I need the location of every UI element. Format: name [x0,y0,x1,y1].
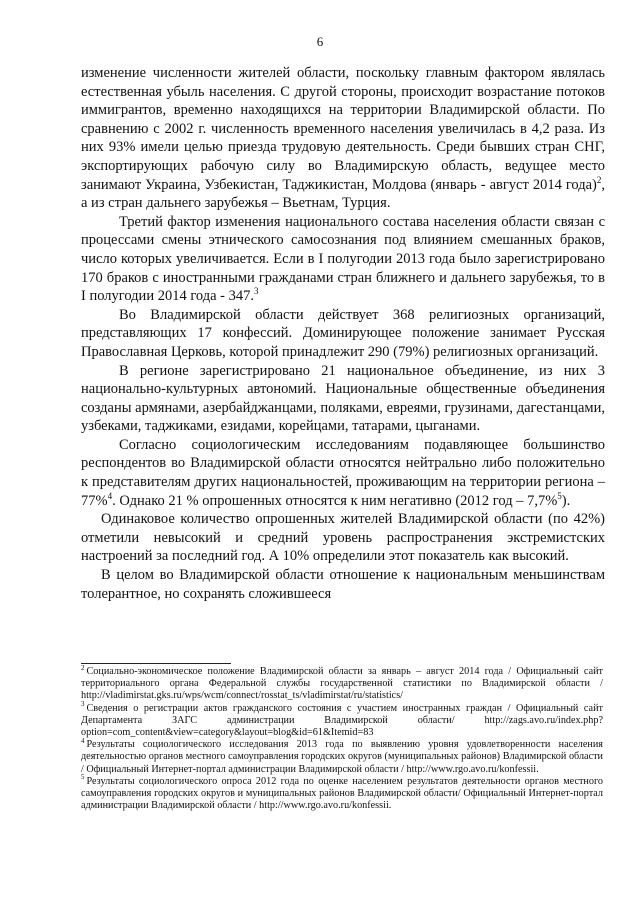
footnote-3 [81,700,603,740]
footnote-5 [81,773,603,813]
footnote-ref-2[interactable]: 2 [596,174,602,185]
footnote-text: Результаты социологического исследования 2013 года по выявлению уровня удовлетворенности населения деятельностью органов местного самоуправления городских округов (муниципальных районов) Владимирской области / Официальный Интернет-портал администрации Владимирской области / http://www.rgo.avo.ru/konfessii. [81,739,603,775]
footnote-text: Сведения о регистрации актов гражданского состояния с участием иностранных граждан / Официальный сайт Департамента ЗАГС администрации Владимирской области/ http://zags.avo.ru/index.php?option=com_content&view=category&layout=blog&id=61&Itemid=83 [81,702,603,739]
footnote-mark: 3 [81,700,85,709]
paragraph-1: изменение численности жителей области, поскольку главным фактором являлась естественная убыль населения. С другой стороны, происходит возрастание потоков иммигрантов, временно находящихся на территории Владимирской области. По сравнению с 2002 г. численность временного населения увеличилась в 4,2 раза. Из них 93% имели целью приезда трудовую деятельность. Среди бывших стран СНГ, экспортирующих рабочую силу во Владимирскую область, ведущее место занимают Украина, Узбекистан, Таджикистан, Молдова (январь - август 2014 года)$^2$, а из стран дальнего зарубежья – Вьетнам, Турция. [81,65,605,212]
footnote-ref-4[interactable]: 4 [107,490,113,501]
footnote-2 [81,663,603,703]
footnotes [81,663,603,812]
paragraph-4: В регионе зарегистрировано 21 национальное объединение, из них 3 национально-культурных автономий. Национальные общественные объединения созданы армянами, азербайджанцами, поляками, евреями, грузинами, дагестанцами, узбеками, таджиками, езидами, корейцами, татарами, цыганами. [81,362,605,435]
paragraph-2: Третий фактор изменения национального состава населения области связан с процессами смены этнического самосознания под влиянием смешанных браков, число которых увеличивается. Если в I полугодии 2013 года было зарегистрировано 170 браков с иностранными гражданами стран ближнего и дальнего зарубежья, то в I полугодии 2014 года - 347.$^3$ [81,213,605,305]
footnote-mark: 5 [81,773,85,782]
footnote-ref-3[interactable]: 3 [254,286,259,297]
footnote-ref-5[interactable]: 5 [557,490,562,501]
paragraph-5: Согласно социологическим исследованиям подавляющее большинство респондентов во Владимирской области относятся нейтрально либо положительно к представителям других национальностей, проживающим на территории региона – 77%$^4$. Однако 21 % опрошенных относятся к ним негативно (2012 год – 7,7%$^5$). [81,436,605,509]
paragraph-7: В целом во Владимирской области отношение к национальным меньшинствам толерантное, но сохранять сложившееся [81,567,605,602]
footnote-text: Результаты социологического опроса 2012 года по оценке населением результатов деятельности органов местного самоуправления городских округов и муниципальных районов Владимирской области/ Официальный Интернет-портал администрации Владимирской области / http://www.rgo.avo.ru/konfessii. [81,775,603,812]
paragraph-6: Одинаковое количество опрошенных жителей Владимирской области (по 42%) отметили невысокий и средний уровень распространения экстремистских настроений за последний год. А 10% определили этот показатель как высокий. [81,511,605,565]
footnote-4 [81,736,603,776]
footnote-mark: 4 [81,736,85,745]
body-text [81,64,605,603]
footnote-separator [81,663,231,664]
footnote-text: Социально-экономическое положение Владимирской области за январь – август 2014 года / Официальный сайт территориального органа Федеральной службы государственной статистики по Владимирской области / http://vladimirstat.gks.ru/wps/wcm/connect/rosstat_ts/vladimirstat/ru/statistics/ [81,666,603,702]
page-number: 6 [316,34,324,49]
footnote-mark: 2 [81,663,85,672]
paragraph-3: Во Владимирской области действует 368 религиозных организаций, представляющих 17 конфессий. Доминирующее положение занимает Русская Православная Церковь, которой принадлежит 290 (79%) религиозных организаций. [81,306,605,360]
